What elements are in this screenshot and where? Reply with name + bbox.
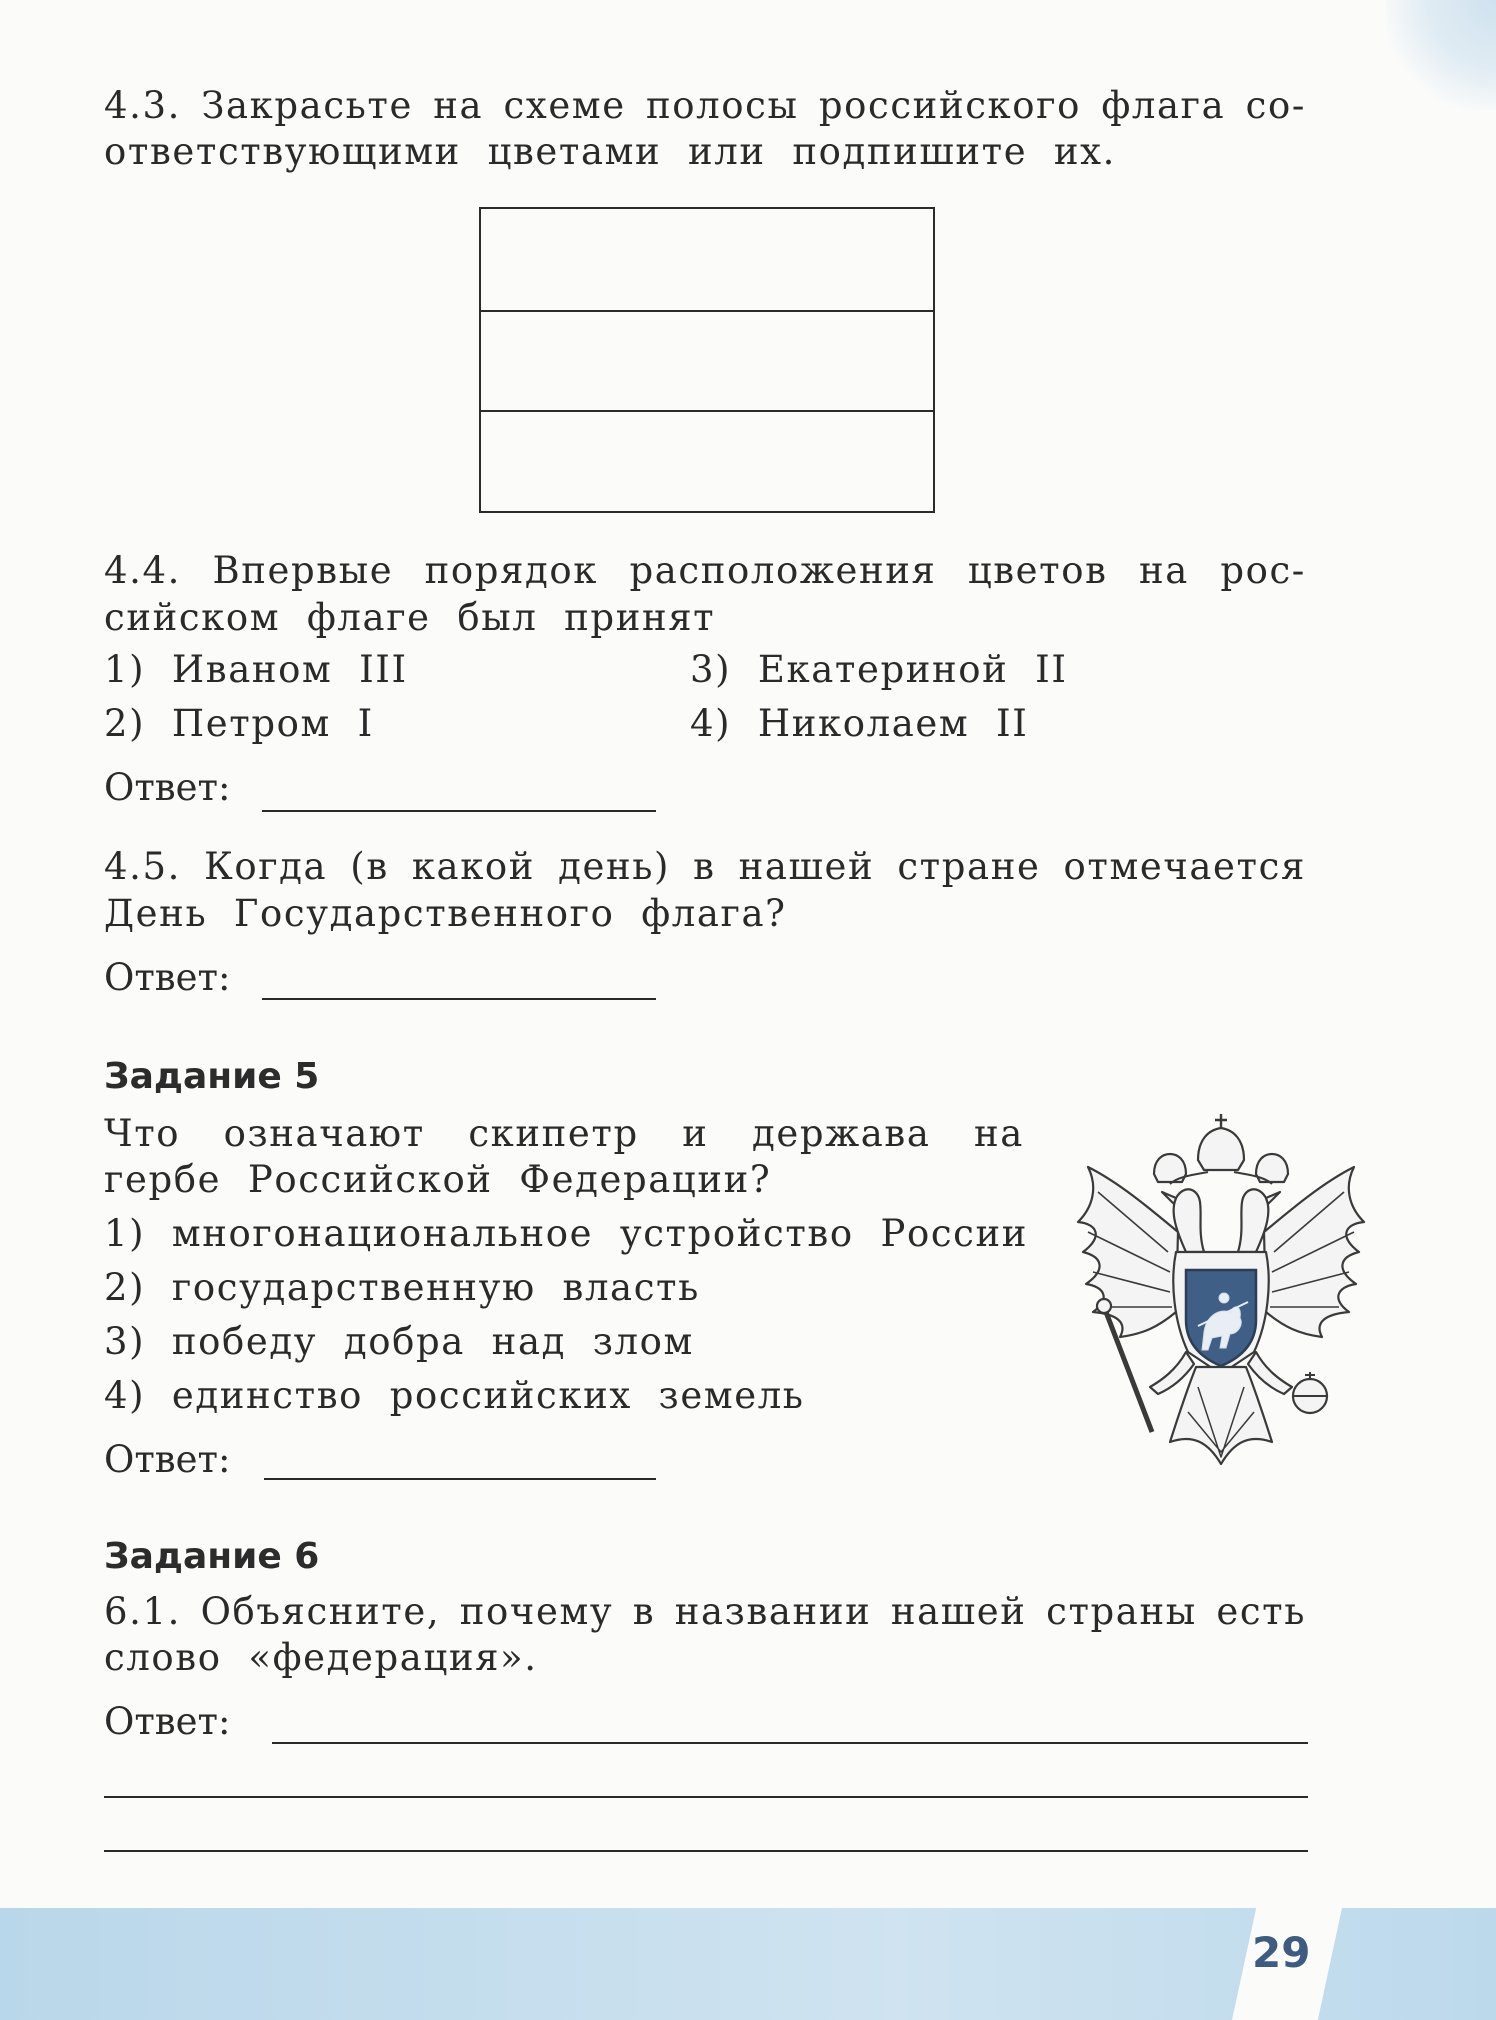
task-5-line1: Что означают скипетр и держава на [104, 1112, 1024, 1155]
option-4-4-1: 1) Иваном III [104, 648, 408, 691]
answer-label-6: Ответ: [104, 1700, 231, 1743]
flag-stripe-top[interactable] [481, 209, 933, 310]
flag-scheme [479, 207, 935, 513]
option-5-2: 2) государственную власть [104, 1266, 700, 1309]
answer-field-5[interactable] [264, 1478, 656, 1480]
task-5-heading: Задание 5 [104, 1056, 320, 1097]
flag-stripe-bottom[interactable] [481, 410, 933, 511]
option-5-3: 3) победу добра над злом [104, 1320, 694, 1363]
option-4-4-2: 2) Петром I [104, 702, 374, 745]
task-6-heading: Задание 6 [104, 1536, 320, 1577]
answer-field-4-4[interactable] [262, 810, 656, 812]
task-4-4-line2: сийском флаге был принят [104, 596, 716, 639]
task-4-3-line1: 4.3. Закрасьте на схеме полосы российского флага со- [104, 84, 1306, 127]
answer-field-4-5[interactable] [262, 998, 656, 1000]
task-5-line2: гербе Российской Федерации? [104, 1158, 772, 1201]
answer-label-5: Ответ: [104, 1438, 231, 1481]
option-5-4: 4) единство российских земель [104, 1374, 805, 1417]
task-4-5-line2: День Государственного флага? [104, 892, 787, 935]
task-4-3-line2: ответствующими цветами или подпишите их. [104, 130, 1117, 173]
task-6-line1: 6.1. Объясните, почему в названии нашей страны есть [104, 1590, 1306, 1633]
task-4-5-line1: 4.5. Когда (в какой день) в нашей стране отмечается [104, 845, 1306, 888]
task-6-line2: слово «федерация». [104, 1636, 538, 1679]
corner-decoration [1386, 0, 1496, 110]
option-5-1: 1) многонациональное устройство России [104, 1212, 1028, 1255]
answer-field-6-line1[interactable] [272, 1742, 1308, 1744]
page-number: 29 [1252, 1928, 1311, 1977]
answer-label-4-5: Ответ: [104, 956, 231, 999]
flag-stripe-middle[interactable] [481, 310, 933, 411]
option-4-4-4: 4) Николаем II [690, 702, 1029, 745]
task-4-4-line1: 4.4. Впервые порядок расположения цветов на рос- [104, 549, 1306, 592]
option-4-4-3: 3) Екатериной II [690, 648, 1068, 691]
answer-field-6-line3[interactable] [104, 1850, 1308, 1852]
russian-coat-of-arms-icon [1058, 1112, 1384, 1474]
answer-label-4-4: Ответ: [104, 766, 231, 809]
answer-field-6-line2[interactable] [104, 1796, 1308, 1798]
